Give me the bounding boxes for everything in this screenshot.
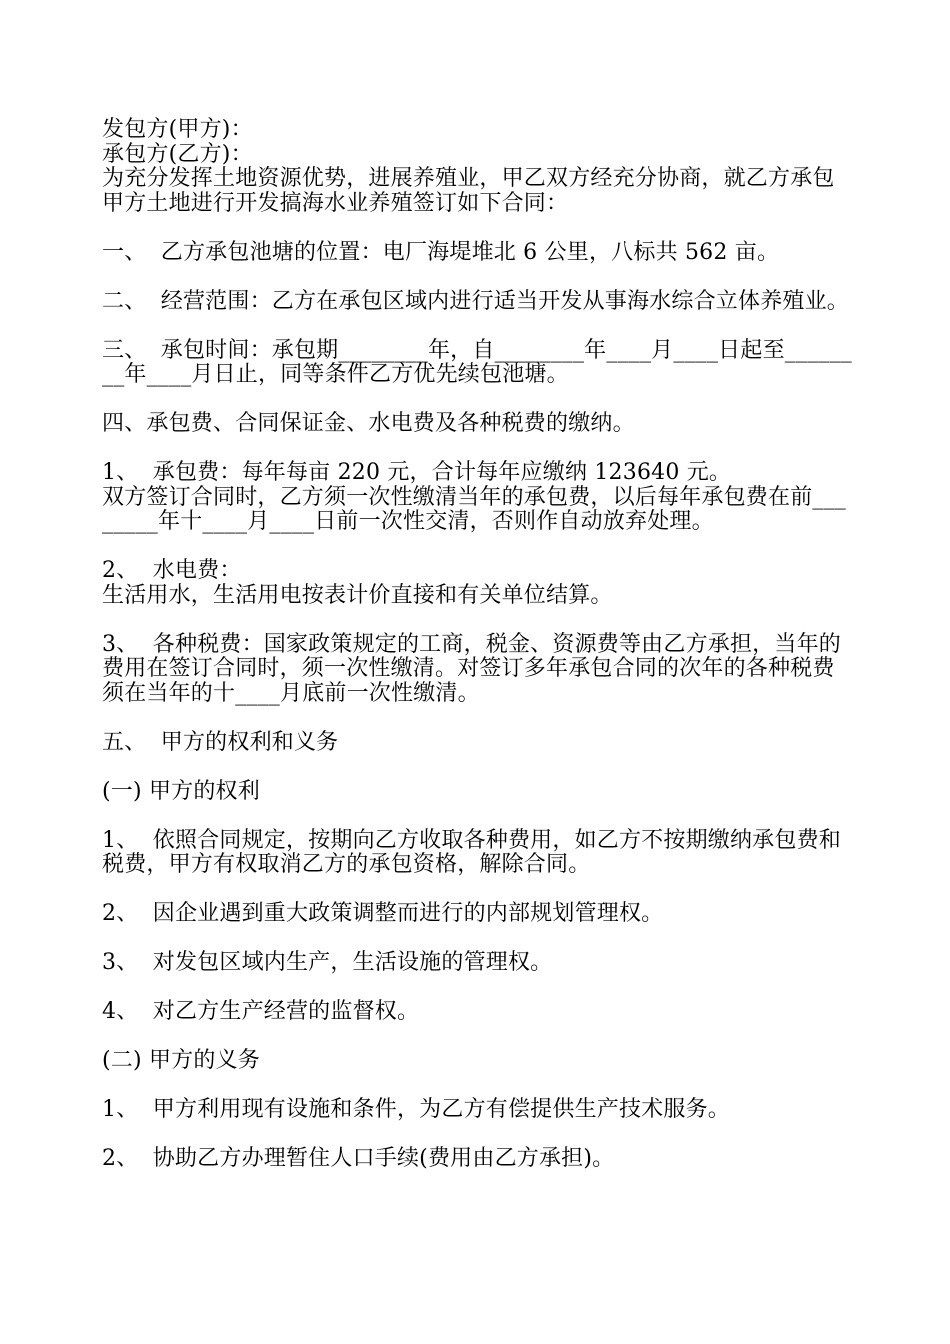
duty-1: 1、 甲方利用现有设施和条件，为乙方有偿提供生产技术服务。 (102, 1097, 730, 1122)
clause-5-rights-heading: (一) 甲方的权利 (102, 778, 260, 804)
preamble: 为充分发挥土地资源优势，进展养殖业，甲乙双方经充分协商，就乙方承包甲方土地进行开发搞海水业养殖签订如下合同： (102, 166, 835, 216)
right-3: 3、 对发包区域内生产，生活设施的管理权。 (102, 950, 553, 975)
clause-5-heading: 五、 甲方的权利和义务 (102, 729, 339, 755)
clause-4-2-utilities: 2、 水电费： (102, 558, 242, 583)
clause-1-location: 一、 乙方承包池塘的位置：电厂海堤堆北 6 公里，八标共 562 亩。 (102, 239, 780, 265)
right-4: 4、 对乙方生产经营的监督权。 (102, 999, 420, 1024)
document-body (102, 118, 854, 1172)
clause-5-duties-heading: (二) 甲方的义务 (102, 1048, 260, 1073)
clause-4-1-contract-fee: 1、 承包费：每年每亩 220 元，合计每年应缴纳 123640 元。 (102, 460, 732, 485)
clause-4-heading: 四、承包费、合同保证金、水电费及各种税费的缴纳。 (102, 411, 635, 436)
party-a-line: 发包方(甲方)： (102, 117, 253, 142)
party-b-line: 承包方(乙方)： (102, 141, 253, 167)
clause-3-term: 三、 承包时间：承包期________年，自________年____月____日起至________年____月日止，同等条件乙方优先续包池塘。 (102, 337, 852, 387)
clause-4-1-detail: 双方签订合同时，乙方须一次性缴清当年的承包费，以后每年承包费在前________年十____月____日前一次性交清，否则作自动放弃处理。 (102, 484, 847, 534)
clause-4-2-detail: 生活用水，生活用电按表计价直接和有关单位结算。 (102, 582, 613, 608)
clause-2-scope: 二、 经营范围：乙方在承包区域内进行适当开发从事海水综合立体养殖业。 (102, 288, 849, 314)
right-1: 1、 依照合同规定，按期向乙方收取各种费用，如乙方不按期缴纳承包费和税费，甲方有权取消乙方的承包资格，解除合同。 (102, 827, 841, 877)
clause-4-3-taxes: 3、 各种税费：国家政策规定的工商，税金、资源费等由乙方承担，当年的费用在签订合同时，须一次性缴清。对签订多年承包合同的次年的各种税费须在当年的十____月底前一次性缴清。 (102, 631, 841, 706)
duty-2: 2、 协助乙方办理暂住人口手续(费用由乙方承担)。 (102, 1146, 615, 1171)
right-2: 2、 因企业遇到重大政策调整而进行的内部规划管理权。 (102, 901, 664, 926)
